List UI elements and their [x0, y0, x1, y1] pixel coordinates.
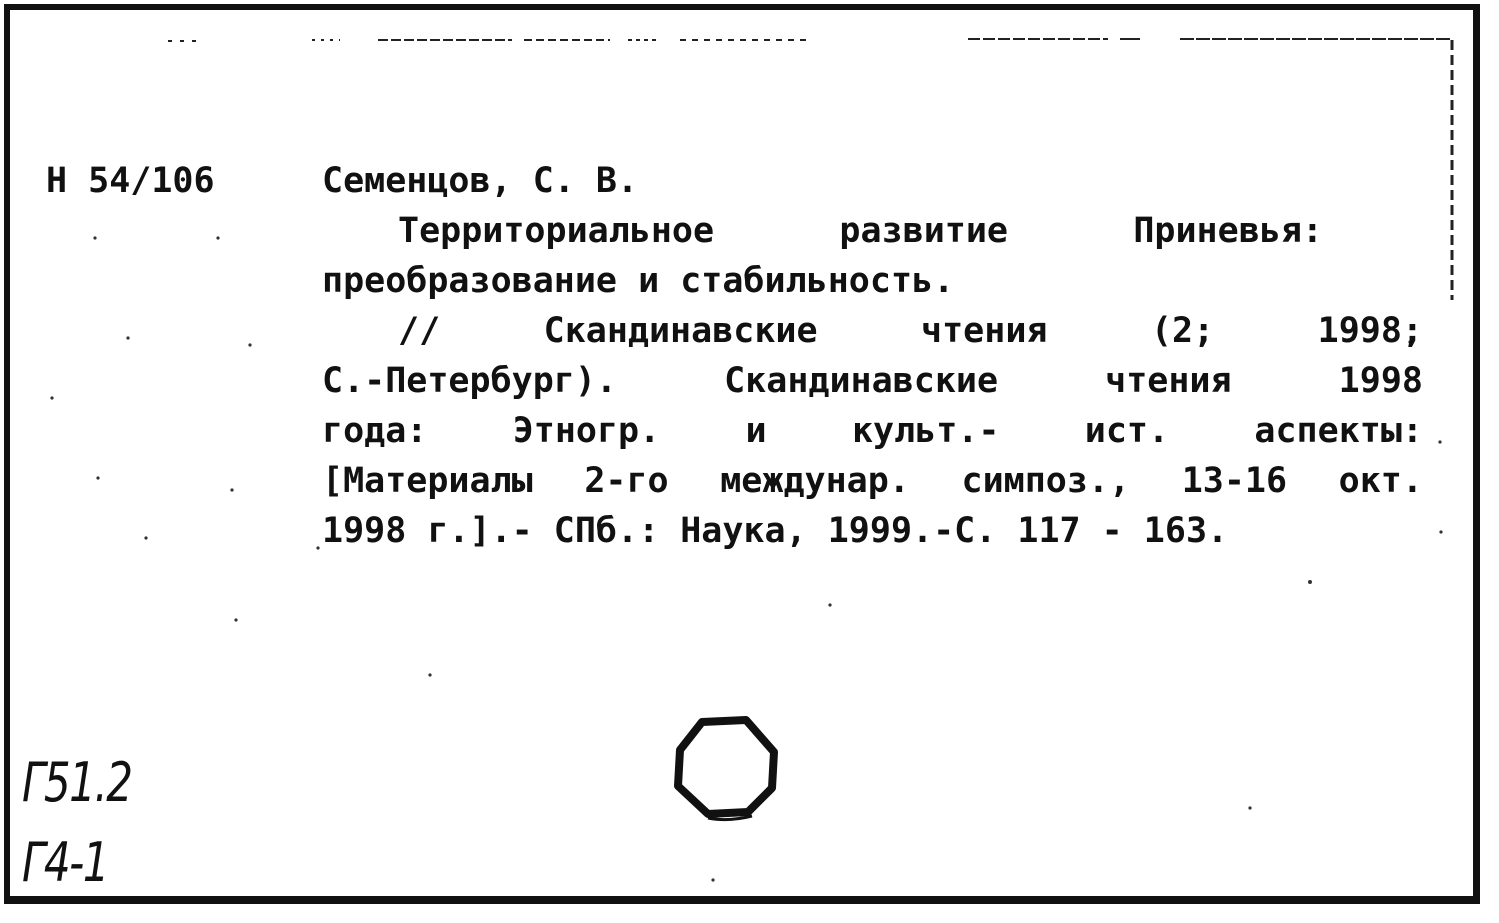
source-line-3 [322, 411, 1423, 451]
speck [230, 488, 233, 491]
word: С.-Петербург). [322, 361, 618, 401]
source-line-2 [322, 361, 1423, 401]
speck [828, 603, 831, 606]
word: Скандинавские [543, 311, 818, 351]
word: 1998 [1338, 361, 1423, 401]
word: аспекты: [1254, 411, 1423, 451]
word: Этногр. [512, 411, 661, 451]
word: 13-16 [1181, 461, 1288, 501]
speck [1439, 530, 1442, 533]
word: ист. [1084, 411, 1170, 451]
speck [316, 546, 319, 549]
speck [1438, 440, 1441, 443]
word: симпоз., [961, 461, 1131, 501]
author-line: Семенцов, С. В. [322, 161, 639, 201]
word: Приневья: [1133, 211, 1323, 251]
word: развитие [839, 211, 1008, 251]
title-line-1 [398, 211, 1323, 251]
speck [248, 343, 251, 346]
word: Скандинавские [724, 361, 999, 401]
word: (2; [1150, 311, 1215, 351]
word: окт. [1338, 461, 1423, 501]
word: чтения [1105, 361, 1232, 401]
word: 1998; [1317, 311, 1423, 351]
speck [711, 878, 714, 881]
speck [50, 396, 53, 399]
speck [428, 673, 431, 676]
shelfmark: Н 54/106 [46, 161, 215, 201]
title-line-2: преобразование и стабильность. [322, 261, 955, 301]
word: и [745, 411, 767, 451]
speck [126, 336, 129, 339]
word: [Материалы [322, 461, 533, 501]
speck [234, 618, 237, 621]
speck [93, 236, 96, 239]
speck [1248, 806, 1251, 809]
handwritten-classification-code: Г51.2 [22, 751, 132, 814]
word: // [398, 311, 441, 351]
word: междунар. [720, 461, 910, 501]
handwritten-classification-code: Г4-1 [22, 831, 109, 894]
octagon-stamp-icon [668, 712, 784, 824]
word: чтения [921, 311, 1048, 351]
word: 2-го [584, 461, 669, 501]
speck [216, 236, 219, 239]
source-line-5: 1998 г.].- СПб.: Наука, 1999.-С. 117 - 163. [322, 511, 1229, 551]
source-line-4 [322, 461, 1423, 501]
speck [144, 536, 147, 539]
source-line-1 [398, 311, 1423, 351]
speck [96, 476, 99, 479]
word: Территориальное [398, 211, 715, 251]
speck [1308, 580, 1312, 584]
word: года: [322, 411, 428, 451]
word: культ.- [851, 411, 1000, 451]
